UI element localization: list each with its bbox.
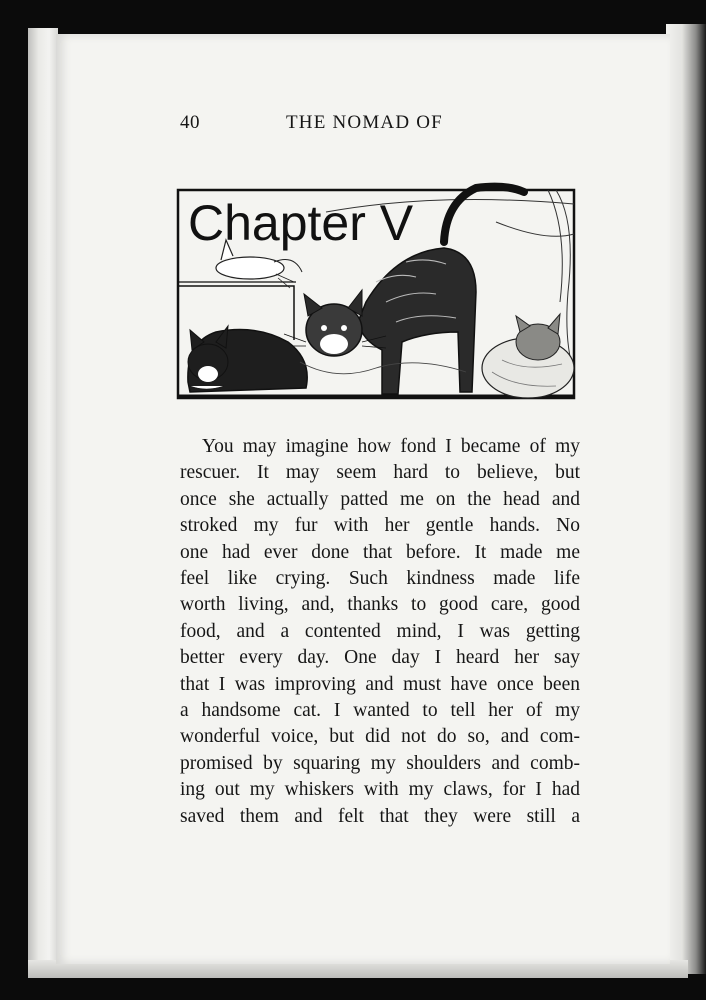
- book-edge-right: [666, 24, 706, 974]
- body-line: worth living, and, thanks to good care, good: [180, 594, 580, 616]
- page-number: 40: [180, 112, 200, 133]
- book-edge-left: [28, 28, 58, 976]
- body-paragraph: [180, 434, 580, 830]
- body-line: rescuer. It may seem hard to believe, but: [180, 462, 580, 484]
- body-line: once she actually patted me on the head and: [180, 488, 580, 510]
- body-line: promised by squaring my shoulders and comb-: [180, 752, 580, 774]
- body-line: a handsome cat. I wanted to tell her of my: [180, 700, 580, 722]
- body-line: You may imagine how fond I became of my: [202, 436, 580, 457]
- running-head: [0, 112, 706, 142]
- body-line: food, and a contented mind, I was getting: [180, 620, 580, 642]
- body-line: ing out my whiskers with my claws, for I had: [180, 779, 580, 801]
- body-line: wonderful voice, but did not do so, and com-: [180, 726, 580, 748]
- body-line: that I was improving and must have once been: [180, 673, 580, 695]
- body-line: stroked my fur with her gentle hands. No: [180, 515, 580, 537]
- body-line: feel like crying. Such kindness made life: [180, 568, 580, 590]
- chapter-heading: Chapter V: [188, 195, 414, 251]
- running-title: THE NOMAD OF: [286, 112, 443, 133]
- body-line: better every day. One day I heard her say: [180, 647, 580, 669]
- body-line: saved them and felt that they were still a: [180, 805, 580, 827]
- body-line: one had ever done that before. It made me: [180, 541, 580, 563]
